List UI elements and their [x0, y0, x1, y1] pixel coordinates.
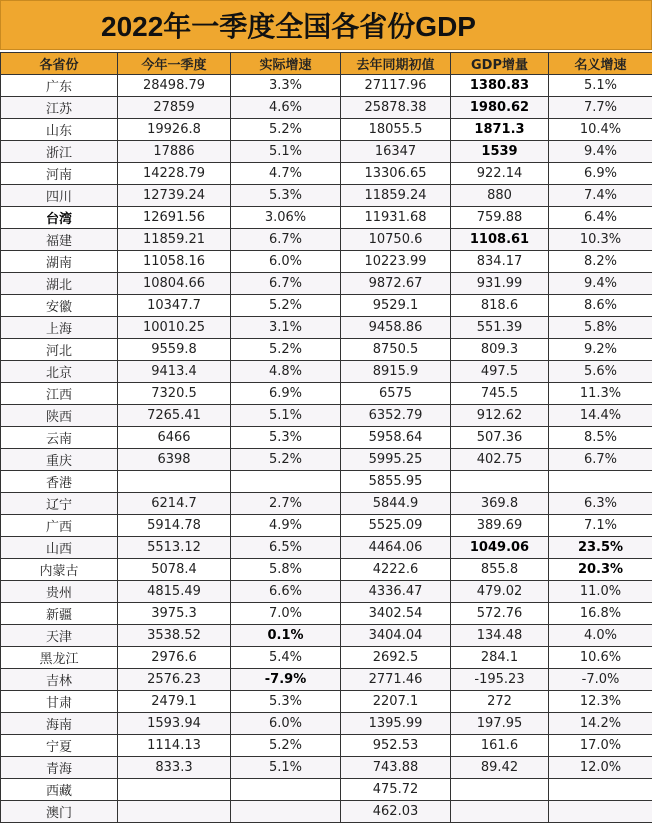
- cell-gdp-increase: 369.8: [451, 493, 549, 515]
- cell-province: 江西: [1, 383, 118, 405]
- cell-q1-gdp: 833.3: [118, 757, 231, 779]
- cell-province: 云南: [1, 427, 118, 449]
- cell-q1-gdp: 9413.4: [118, 361, 231, 383]
- cell-nominal-growth: 12.0%: [549, 757, 652, 779]
- cell-prev-year-value: 5855.95: [341, 471, 451, 493]
- cell-gdp-increase: 161.6: [451, 735, 549, 757]
- cell-province: 湖南: [1, 251, 118, 273]
- table-row: [1, 647, 652, 669]
- cell-province: 山东: [1, 119, 118, 141]
- cell-q1-gdp: 6466: [118, 427, 231, 449]
- cell-real-growth: 6.5%: [231, 537, 341, 559]
- cell-real-growth: 5.1%: [231, 141, 341, 163]
- table-row: [1, 449, 652, 471]
- cell-prev-year-value: 5995.25: [341, 449, 451, 471]
- cell-province: 青海: [1, 757, 118, 779]
- cell-nominal-growth: 7.1%: [549, 515, 652, 537]
- column-header-province: 各省份: [1, 53, 118, 75]
- cell-gdp-increase: 197.95: [451, 713, 549, 735]
- cell-nominal-growth: 9.4%: [549, 141, 652, 163]
- cell-nominal-growth: 12.3%: [549, 691, 652, 713]
- cell-q1-gdp: 2976.6: [118, 647, 231, 669]
- cell-prev-year-value: 6352.79: [341, 405, 451, 427]
- cell-prev-year-value: 2207.1: [341, 691, 451, 713]
- cell-real-growth: 4.9%: [231, 515, 341, 537]
- cell-gdp-increase: 759.88: [451, 207, 549, 229]
- table-row: [1, 207, 652, 229]
- cell-prev-year-value: 25878.38: [341, 97, 451, 119]
- cell-q1-gdp: 7320.5: [118, 383, 231, 405]
- cell-province: 河南: [1, 163, 118, 185]
- cell-prev-year-value: 952.53: [341, 735, 451, 757]
- cell-nominal-growth: 5.6%: [549, 361, 652, 383]
- cell-gdp-increase: 479.02: [451, 581, 549, 603]
- cell-q1-gdp: 4815.49: [118, 581, 231, 603]
- column-header-real-growth: 实际增速: [231, 53, 341, 75]
- cell-prev-year-value: 9529.1: [341, 295, 451, 317]
- table-row: [1, 229, 652, 251]
- cell-nominal-growth: 7.4%: [549, 185, 652, 207]
- cell-gdp-increase: 272: [451, 691, 549, 713]
- table-row: [1, 801, 652, 823]
- table-row: [1, 383, 652, 405]
- table-row: [1, 603, 652, 625]
- cell-province: 海南: [1, 713, 118, 735]
- cell-prev-year-value: 8915.9: [341, 361, 451, 383]
- table-title: 2022年一季度全国各省份GDP: [0, 0, 652, 50]
- cell-prev-year-value: 18055.5: [341, 119, 451, 141]
- cell-nominal-growth: 10.6%: [549, 647, 652, 669]
- table-row: [1, 251, 652, 273]
- cell-province: 香港: [1, 471, 118, 493]
- cell-q1-gdp: 2576.23: [118, 669, 231, 691]
- cell-real-growth: 4.8%: [231, 361, 341, 383]
- cell-prev-year-value: 9458.86: [341, 317, 451, 339]
- table-row: [1, 427, 652, 449]
- cell-nominal-growth: 11.0%: [549, 581, 652, 603]
- cell-q1-gdp: 1114.13: [118, 735, 231, 757]
- cell-prev-year-value: 2692.5: [341, 647, 451, 669]
- table-row: [1, 515, 652, 537]
- cell-real-growth: 5.1%: [231, 405, 341, 427]
- cell-real-growth: 7.0%: [231, 603, 341, 625]
- cell-province: 贵州: [1, 581, 118, 603]
- table-row: [1, 625, 652, 647]
- cell-q1-gdp: 27859: [118, 97, 231, 119]
- table-row: [1, 295, 652, 317]
- cell-q1-gdp: 5914.78: [118, 515, 231, 537]
- table-row: [1, 185, 652, 207]
- cell-real-growth: 4.6%: [231, 97, 341, 119]
- table-row: [1, 163, 652, 185]
- cell-q1-gdp: 3975.3: [118, 603, 231, 625]
- cell-province: 台湾: [1, 207, 118, 229]
- cell-nominal-growth: 5.8%: [549, 317, 652, 339]
- cell-gdp-increase: 284.1: [451, 647, 549, 669]
- table-row: [1, 405, 652, 427]
- cell-gdp-increase: 134.48: [451, 625, 549, 647]
- cell-province: 浙江: [1, 141, 118, 163]
- table-row: [1, 581, 652, 603]
- cell-nominal-growth: 23.5%: [549, 537, 652, 559]
- cell-gdp-increase: 1049.06: [451, 537, 549, 559]
- table-row: [1, 339, 652, 361]
- cell-q1-gdp: 1593.94: [118, 713, 231, 735]
- cell-nominal-growth: 8.6%: [549, 295, 652, 317]
- cell-nominal-growth: 7.7%: [549, 97, 652, 119]
- cell-province: 吉林: [1, 669, 118, 691]
- cell-real-growth: 5.3%: [231, 691, 341, 713]
- cell-real-growth: 3.1%: [231, 317, 341, 339]
- cell-q1-gdp: 6214.7: [118, 493, 231, 515]
- cell-nominal-growth: 14.2%: [549, 713, 652, 735]
- cell-prev-year-value: 5525.09: [341, 515, 451, 537]
- cell-prev-year-value: 462.03: [341, 801, 451, 823]
- cell-gdp-increase: 931.99: [451, 273, 549, 295]
- cell-prev-year-value: 8750.5: [341, 339, 451, 361]
- cell-province: 上海: [1, 317, 118, 339]
- cell-real-growth: 5.3%: [231, 185, 341, 207]
- cell-nominal-growth: 6.3%: [549, 493, 652, 515]
- cell-real-growth: 6.0%: [231, 251, 341, 273]
- cell-gdp-increase: 1108.61: [451, 229, 549, 251]
- cell-nominal-growth: 10.4%: [549, 119, 652, 141]
- cell-gdp-increase: 389.69: [451, 515, 549, 537]
- cell-q1-gdp: 14228.79: [118, 163, 231, 185]
- cell-nominal-growth: 11.3%: [549, 383, 652, 405]
- cell-province: 福建: [1, 229, 118, 251]
- cell-gdp-increase: 745.5: [451, 383, 549, 405]
- cell-province: 重庆: [1, 449, 118, 471]
- cell-prev-year-value: 1395.99: [341, 713, 451, 735]
- cell-gdp-increase: [451, 801, 549, 823]
- cell-gdp-increase: 1539: [451, 141, 549, 163]
- cell-gdp-increase: 818.6: [451, 295, 549, 317]
- cell-gdp-increase: 572.76: [451, 603, 549, 625]
- column-header-gdp-increase: GDP增量: [451, 53, 549, 75]
- cell-gdp-increase: 507.36: [451, 427, 549, 449]
- cell-q1-gdp: 11859.21: [118, 229, 231, 251]
- table-row: [1, 757, 652, 779]
- cell-nominal-growth: 6.7%: [549, 449, 652, 471]
- cell-q1-gdp: 28498.79: [118, 75, 231, 97]
- cell-province: 北京: [1, 361, 118, 383]
- cell-q1-gdp: 5513.12: [118, 537, 231, 559]
- cell-real-growth: 5.8%: [231, 559, 341, 581]
- cell-prev-year-value: 16347: [341, 141, 451, 163]
- cell-province: 黑龙江: [1, 647, 118, 669]
- cell-province: 安徽: [1, 295, 118, 317]
- cell-gdp-increase: 89.42: [451, 757, 549, 779]
- cell-real-growth: 6.7%: [231, 229, 341, 251]
- cell-real-growth: 5.2%: [231, 295, 341, 317]
- cell-province: 广西: [1, 515, 118, 537]
- gdp-table: [0, 52, 652, 823]
- cell-q1-gdp: 5078.4: [118, 559, 231, 581]
- cell-real-growth: 5.2%: [231, 339, 341, 361]
- table-row: [1, 559, 652, 581]
- cell-nominal-growth: 5.1%: [549, 75, 652, 97]
- header-row: [1, 53, 652, 75]
- table-row: [1, 779, 652, 801]
- cell-q1-gdp: [118, 779, 231, 801]
- cell-gdp-increase: 402.75: [451, 449, 549, 471]
- cell-real-growth: 5.1%: [231, 757, 341, 779]
- cell-gdp-increase: 922.14: [451, 163, 549, 185]
- table-row: [1, 735, 652, 757]
- cell-prev-year-value: 4464.06: [341, 537, 451, 559]
- cell-gdp-increase: 1980.62: [451, 97, 549, 119]
- cell-nominal-growth: 6.4%: [549, 207, 652, 229]
- cell-prev-year-value: 13306.65: [341, 163, 451, 185]
- cell-real-growth: 6.6%: [231, 581, 341, 603]
- column-header-q1-gdp: 今年一季度: [118, 53, 231, 75]
- cell-real-growth: [231, 779, 341, 801]
- cell-gdp-increase: [451, 471, 549, 493]
- cell-q1-gdp: [118, 471, 231, 493]
- cell-gdp-increase: 855.8: [451, 559, 549, 581]
- cell-real-growth: 5.3%: [231, 427, 341, 449]
- cell-prev-year-value: 9872.67: [341, 273, 451, 295]
- cell-province: 新疆: [1, 603, 118, 625]
- cell-real-growth: 5.2%: [231, 735, 341, 757]
- cell-province: 四川: [1, 185, 118, 207]
- cell-province: 内蒙古: [1, 559, 118, 581]
- cell-nominal-growth: -7.0%: [549, 669, 652, 691]
- cell-real-growth: 5.2%: [231, 449, 341, 471]
- cell-nominal-growth: 16.8%: [549, 603, 652, 625]
- table-row: [1, 317, 652, 339]
- cell-q1-gdp: 10804.66: [118, 273, 231, 295]
- cell-nominal-growth: 10.3%: [549, 229, 652, 251]
- cell-nominal-growth: [549, 779, 652, 801]
- cell-province: 广东: [1, 75, 118, 97]
- table-row: [1, 75, 652, 97]
- cell-gdp-increase: 912.62: [451, 405, 549, 427]
- cell-prev-year-value: 5844.9: [341, 493, 451, 515]
- cell-gdp-increase: 497.5: [451, 361, 549, 383]
- cell-real-growth: [231, 471, 341, 493]
- cell-province: 天津: [1, 625, 118, 647]
- cell-real-growth: 3.06%: [231, 207, 341, 229]
- cell-gdp-increase: 1871.3: [451, 119, 549, 141]
- table-row: [1, 119, 652, 141]
- cell-gdp-increase: 834.17: [451, 251, 549, 273]
- cell-q1-gdp: 10347.7: [118, 295, 231, 317]
- cell-province: 宁夏: [1, 735, 118, 757]
- cell-prev-year-value: 743.88: [341, 757, 451, 779]
- cell-nominal-growth: 9.4%: [549, 273, 652, 295]
- cell-prev-year-value: 4336.47: [341, 581, 451, 603]
- cell-prev-year-value: 10750.6: [341, 229, 451, 251]
- cell-province: 陕西: [1, 405, 118, 427]
- cell-prev-year-value: 5958.64: [341, 427, 451, 449]
- cell-nominal-growth: 6.9%: [549, 163, 652, 185]
- cell-province: 辽宁: [1, 493, 118, 515]
- cell-q1-gdp: 3538.52: [118, 625, 231, 647]
- cell-nominal-growth: 17.0%: [549, 735, 652, 757]
- table-row: [1, 97, 652, 119]
- cell-real-growth: 6.9%: [231, 383, 341, 405]
- cell-nominal-growth: 14.4%: [549, 405, 652, 427]
- cell-gdp-increase: [451, 779, 549, 801]
- cell-real-growth: 6.7%: [231, 273, 341, 295]
- cell-q1-gdp: 17886: [118, 141, 231, 163]
- cell-nominal-growth: 4.0%: [549, 625, 652, 647]
- cell-prev-year-value: 10223.99: [341, 251, 451, 273]
- cell-q1-gdp: 11058.16: [118, 251, 231, 273]
- cell-nominal-growth: 8.2%: [549, 251, 652, 273]
- cell-nominal-growth: 20.3%: [549, 559, 652, 581]
- cell-province: 山西: [1, 537, 118, 559]
- cell-q1-gdp: 10010.25: [118, 317, 231, 339]
- cell-province: 甘肃: [1, 691, 118, 713]
- column-header-prev-year-value: 去年同期初值: [341, 53, 451, 75]
- cell-q1-gdp: [118, 801, 231, 823]
- cell-nominal-growth: 8.5%: [549, 427, 652, 449]
- table-row: [1, 537, 652, 559]
- cell-q1-gdp: 12691.56: [118, 207, 231, 229]
- cell-q1-gdp: 6398: [118, 449, 231, 471]
- cell-gdp-increase: -195.23: [451, 669, 549, 691]
- cell-q1-gdp: 7265.41: [118, 405, 231, 427]
- cell-real-growth: 2.7%: [231, 493, 341, 515]
- cell-q1-gdp: 9559.8: [118, 339, 231, 361]
- cell-province: 澳门: [1, 801, 118, 823]
- cell-prev-year-value: 2771.46: [341, 669, 451, 691]
- cell-province: 西藏: [1, 779, 118, 801]
- table-row: [1, 493, 652, 515]
- table-row: [1, 691, 652, 713]
- cell-gdp-increase: 1380.83: [451, 75, 549, 97]
- cell-gdp-increase: 809.3: [451, 339, 549, 361]
- cell-prev-year-value: 3402.54: [341, 603, 451, 625]
- table-row: [1, 713, 652, 735]
- cell-nominal-growth: 9.2%: [549, 339, 652, 361]
- cell-real-growth: 4.7%: [231, 163, 341, 185]
- cell-q1-gdp: 19926.8: [118, 119, 231, 141]
- cell-real-growth: 5.2%: [231, 119, 341, 141]
- cell-gdp-increase: 551.39: [451, 317, 549, 339]
- cell-province: 湖北: [1, 273, 118, 295]
- cell-province: 河北: [1, 339, 118, 361]
- cell-prev-year-value: 11931.68: [341, 207, 451, 229]
- table-row: [1, 361, 652, 383]
- column-header-nominal-growth: 名义增速: [549, 53, 652, 75]
- cell-prev-year-value: 27117.96: [341, 75, 451, 97]
- cell-prev-year-value: 475.72: [341, 779, 451, 801]
- cell-real-growth: [231, 801, 341, 823]
- cell-q1-gdp: 12739.24: [118, 185, 231, 207]
- table-row: [1, 669, 652, 691]
- cell-nominal-growth: [549, 801, 652, 823]
- cell-q1-gdp: 2479.1: [118, 691, 231, 713]
- cell-real-growth: 5.4%: [231, 647, 341, 669]
- cell-real-growth: 6.0%: [231, 713, 341, 735]
- cell-prev-year-value: 4222.6: [341, 559, 451, 581]
- cell-nominal-growth: [549, 471, 652, 493]
- cell-real-growth: -7.9%: [231, 669, 341, 691]
- cell-real-growth: 3.3%: [231, 75, 341, 97]
- table-row: [1, 141, 652, 163]
- cell-prev-year-value: 6575: [341, 383, 451, 405]
- cell-gdp-increase: 880: [451, 185, 549, 207]
- table-row: [1, 471, 652, 493]
- cell-real-growth: 0.1%: [231, 625, 341, 647]
- table-row: [1, 273, 652, 295]
- cell-prev-year-value: 3404.04: [341, 625, 451, 647]
- cell-prev-year-value: 11859.24: [341, 185, 451, 207]
- cell-province: 江苏: [1, 97, 118, 119]
